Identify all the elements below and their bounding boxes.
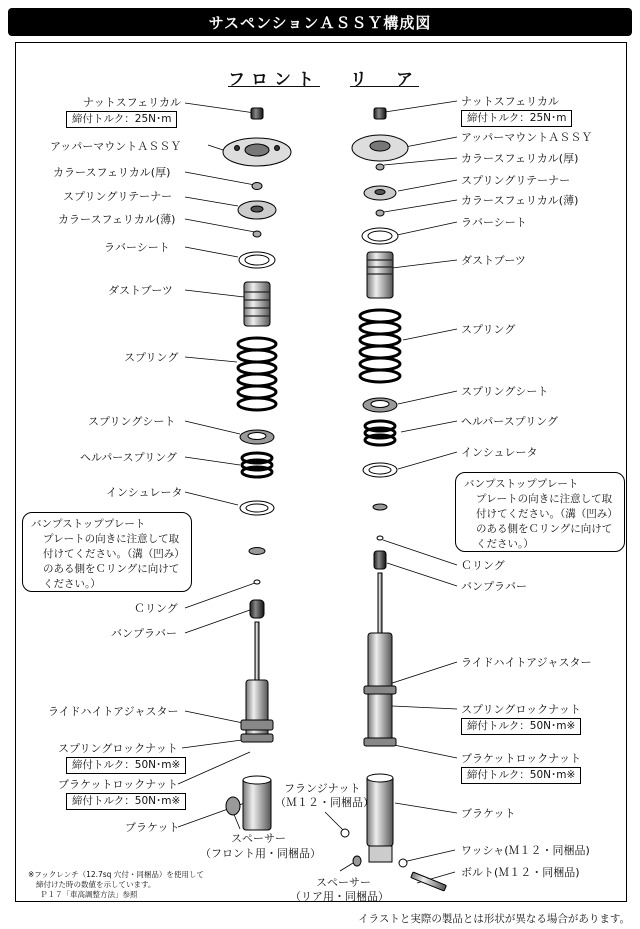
rear-bump-stop-note-body: プレートの向きに注意して取付けてください。（溝（凹み）のある側をＣリングに向けてください。） [476, 493, 613, 550]
footnote-line-2: 締付けた時の数値を示しています。 [36, 880, 156, 889]
rear-spring-seat-label: スプリングシート [461, 385, 549, 398]
rear-collar-thin-label: カラースフェリカル(薄) [461, 194, 579, 207]
rear-nut-label: ナットスフェリカル [461, 95, 560, 108]
rear-flange-nut-label: フランジナット [284, 782, 361, 795]
rear-dust-boot-label: ダストブーツ [461, 254, 526, 267]
front-bump-stop-note-title: バンプストッププレート [31, 518, 146, 530]
rear-flange-nut-note: （Ｍ１２・同梱品） [275, 796, 374, 809]
front-bracket-lock-torque: 締付トルク：50N･m※ [66, 793, 186, 810]
front-bump-stop-note-body: プレートの向きに注意して取付けてください。（溝（凹み）のある側をＣリングに向けてください。） [43, 533, 180, 590]
front-spring-lock-nut-label: スプリングロックナット [58, 742, 178, 755]
footnote-line-1: ※フックレンチ（12.7sq 穴付・同梱品）を使用して [28, 870, 204, 879]
rear-collar-thick-label: カラースフェリカル(厚) [461, 152, 579, 165]
front-spacer-note: （フロント用・同梱品） [200, 847, 321, 860]
front-dust-boot-label: ダストブーツ [108, 284, 173, 297]
front-spring-lock-torque: 締付トルク：50N･m※ [66, 757, 186, 774]
front-nut-torque: 締付トルク：25N･m [66, 111, 177, 128]
rear-column-heading: リ ア [350, 70, 419, 90]
front-upper-mount-label: アッパーマウントＡＳＳＹ [50, 140, 182, 153]
page-title: サスペンションＡＳＳＹ構成図 [8, 8, 632, 36]
rear-parts [341, 108, 446, 891]
front-spring-retainer-label: スプリングリテーナー [63, 190, 173, 203]
rear-spacer-label: スペーサー [316, 876, 371, 889]
rear-bracket-lock-nut-label: ブラケットロックナット [461, 752, 582, 765]
front-spacer-label: スペーサー [231, 832, 286, 845]
rear-bracket-label: ブラケット [461, 807, 516, 820]
front-bump-stop-note [22, 512, 192, 592]
rear-bump-stop-note [455, 472, 625, 552]
footnote-line-3: Ｐ１７「車高調整方法」参照 [40, 890, 138, 899]
front-column-heading: フロント [228, 70, 320, 90]
front-nut-label: ナットスフェリカル [83, 96, 182, 109]
disclaimer: イラストと実際の製品とは形状が異なる場合があります。 [358, 913, 630, 925]
front-helper-spring-label: ヘルパースプリング [80, 451, 178, 464]
rear-spring-lock-nut-label: スプリングロックナット [461, 703, 581, 716]
front-bracket-lock-nut-label: ブラケットロックナット [58, 778, 179, 791]
rear-helper-spring-label: ヘルパースプリング [461, 415, 559, 428]
rear-nut-torque: 締付トルク：25N･m [461, 110, 572, 127]
front-ride-height-label: ライドハイトアジャスター [48, 705, 179, 718]
front-parts [223, 108, 291, 830]
front-bracket-label: ブラケット [125, 821, 180, 834]
front-collar-thick-label: カラースフェリカル(厚) [53, 166, 171, 179]
rear-spacer-note: （リア用・同梱品） [290, 890, 389, 903]
front-spring-seat-label: スプリングシート [88, 415, 176, 428]
rear-spring-label: スプリング [461, 323, 516, 336]
rear-bolt-label: ボルト(Ｍ１２・同梱品) [461, 866, 580, 879]
rear-bump-stop-note-title: バンプストッププレート [464, 478, 579, 490]
front-bump-rubber-label: バンプラバー [111, 627, 177, 640]
front-collar-thin-label: カラースフェリカル(薄) [58, 213, 176, 226]
rear-spring-lock-torque: 締付トルク：50N･m※ [461, 718, 581, 735]
footnote [28, 870, 204, 900]
rear-upper-mount-label: アッパーマウントＡＳＳＹ [461, 131, 593, 144]
front-insulator-label: インシュレータ [106, 486, 183, 499]
front-spring-label: スプリング [124, 351, 179, 364]
rear-washer-label: ワッシャ(Ｍ１２・同梱品) [461, 844, 590, 857]
front-rubber-seat-label: ラバーシート [104, 241, 170, 254]
rear-bump-rubber-label: バンプラバー [461, 580, 527, 593]
rear-ride-height-label: ライドハイトアジャスター [461, 656, 592, 669]
rear-bracket-lock-torque: 締付トルク：50N･m※ [461, 767, 581, 784]
rear-c-ring-label: Ｃリング [461, 559, 505, 572]
rear-insulator-label: インシュレータ [461, 446, 538, 459]
rear-rubber-seat-label: ラバーシート [461, 216, 527, 229]
leader-lines [178, 101, 457, 883]
front-c-ring-label: Ｃリング [134, 602, 178, 615]
rear-spring-retainer-label: スプリングリテーナー [461, 174, 571, 187]
